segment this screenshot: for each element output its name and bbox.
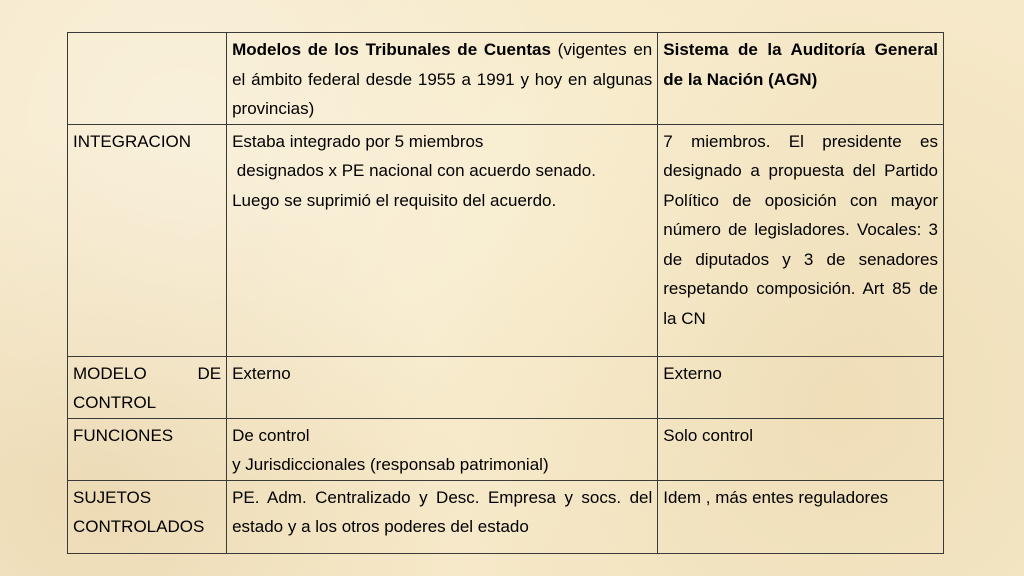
integracion-agn-cell: 7 miembros. El presidente es designado a propuesta del Partido Político de oposición con mayor número de legisladores. Vocales: 3 de diputados y 3 de senadores respetando composición. Art 85 de la CN: [658, 124, 944, 356]
integracion-tribunal-line-3: Luego se suprimió el requisito del acuerdo.: [232, 190, 557, 210]
table-row-sujetos-controlados: [68, 480, 944, 553]
header-agn-cell: Sistema de la Auditoría General de la Nación (AGN): [658, 33, 944, 125]
table-header-row: [68, 33, 944, 125]
header-tribunales-title: Modelos de los Tribunales de Cuentas: [232, 40, 551, 59]
sujetos-tribunal-cell: [227, 480, 658, 553]
row-label-modelo-control: MODELO DE CONTROL: [68, 356, 227, 418]
table-row-funciones: [68, 418, 944, 480]
header-tribunales-cell: [227, 33, 658, 125]
table-row-integracion: [68, 124, 944, 356]
modelo-agn-cell: Externo: [658, 356, 944, 418]
integracion-tribunal-line-1: Estaba integrado por 5 miembros: [232, 131, 484, 151]
funciones-tribunal-line-2: y Jurisdiccionales (responsab patrimonial): [232, 455, 549, 474]
integracion-tribunal-line-2: designados x PE nacional con acuerdo senado.: [232, 161, 596, 180]
comparison-table: [67, 32, 944, 554]
table-row-modelo-control: [68, 356, 944, 418]
header-empty-cell: [68, 33, 227, 125]
funciones-tribunal-line-1: De control: [232, 425, 310, 445]
sujetos-tribunal-line-1: PE. Adm. Centralizado y Desc. Empresa y socs. del estado y a los otros poderes del estado: [232, 487, 653, 536]
row-label-integracion: INTEGRACION: [68, 124, 227, 356]
funciones-tribunal-cell: [227, 418, 658, 480]
row-label-sujetos-controlados: SUJETOS CONTROLADOS: [68, 480, 227, 553]
header-tribunales-note: (vigentes en el ámbito federal desde 1955 a 1991 y hoy en algunas provincias): [232, 40, 653, 118]
sujetos-agn-cell: Idem , más entes reguladores: [658, 480, 944, 553]
row-label-funciones: FUNCIONES: [68, 418, 227, 480]
modelo-tribunal-cell: [227, 356, 658, 418]
integracion-tribunal-cell: [227, 124, 658, 356]
funciones-agn-cell: Solo control: [658, 418, 944, 480]
modelo-tribunal-line-1: Externo: [232, 363, 291, 383]
